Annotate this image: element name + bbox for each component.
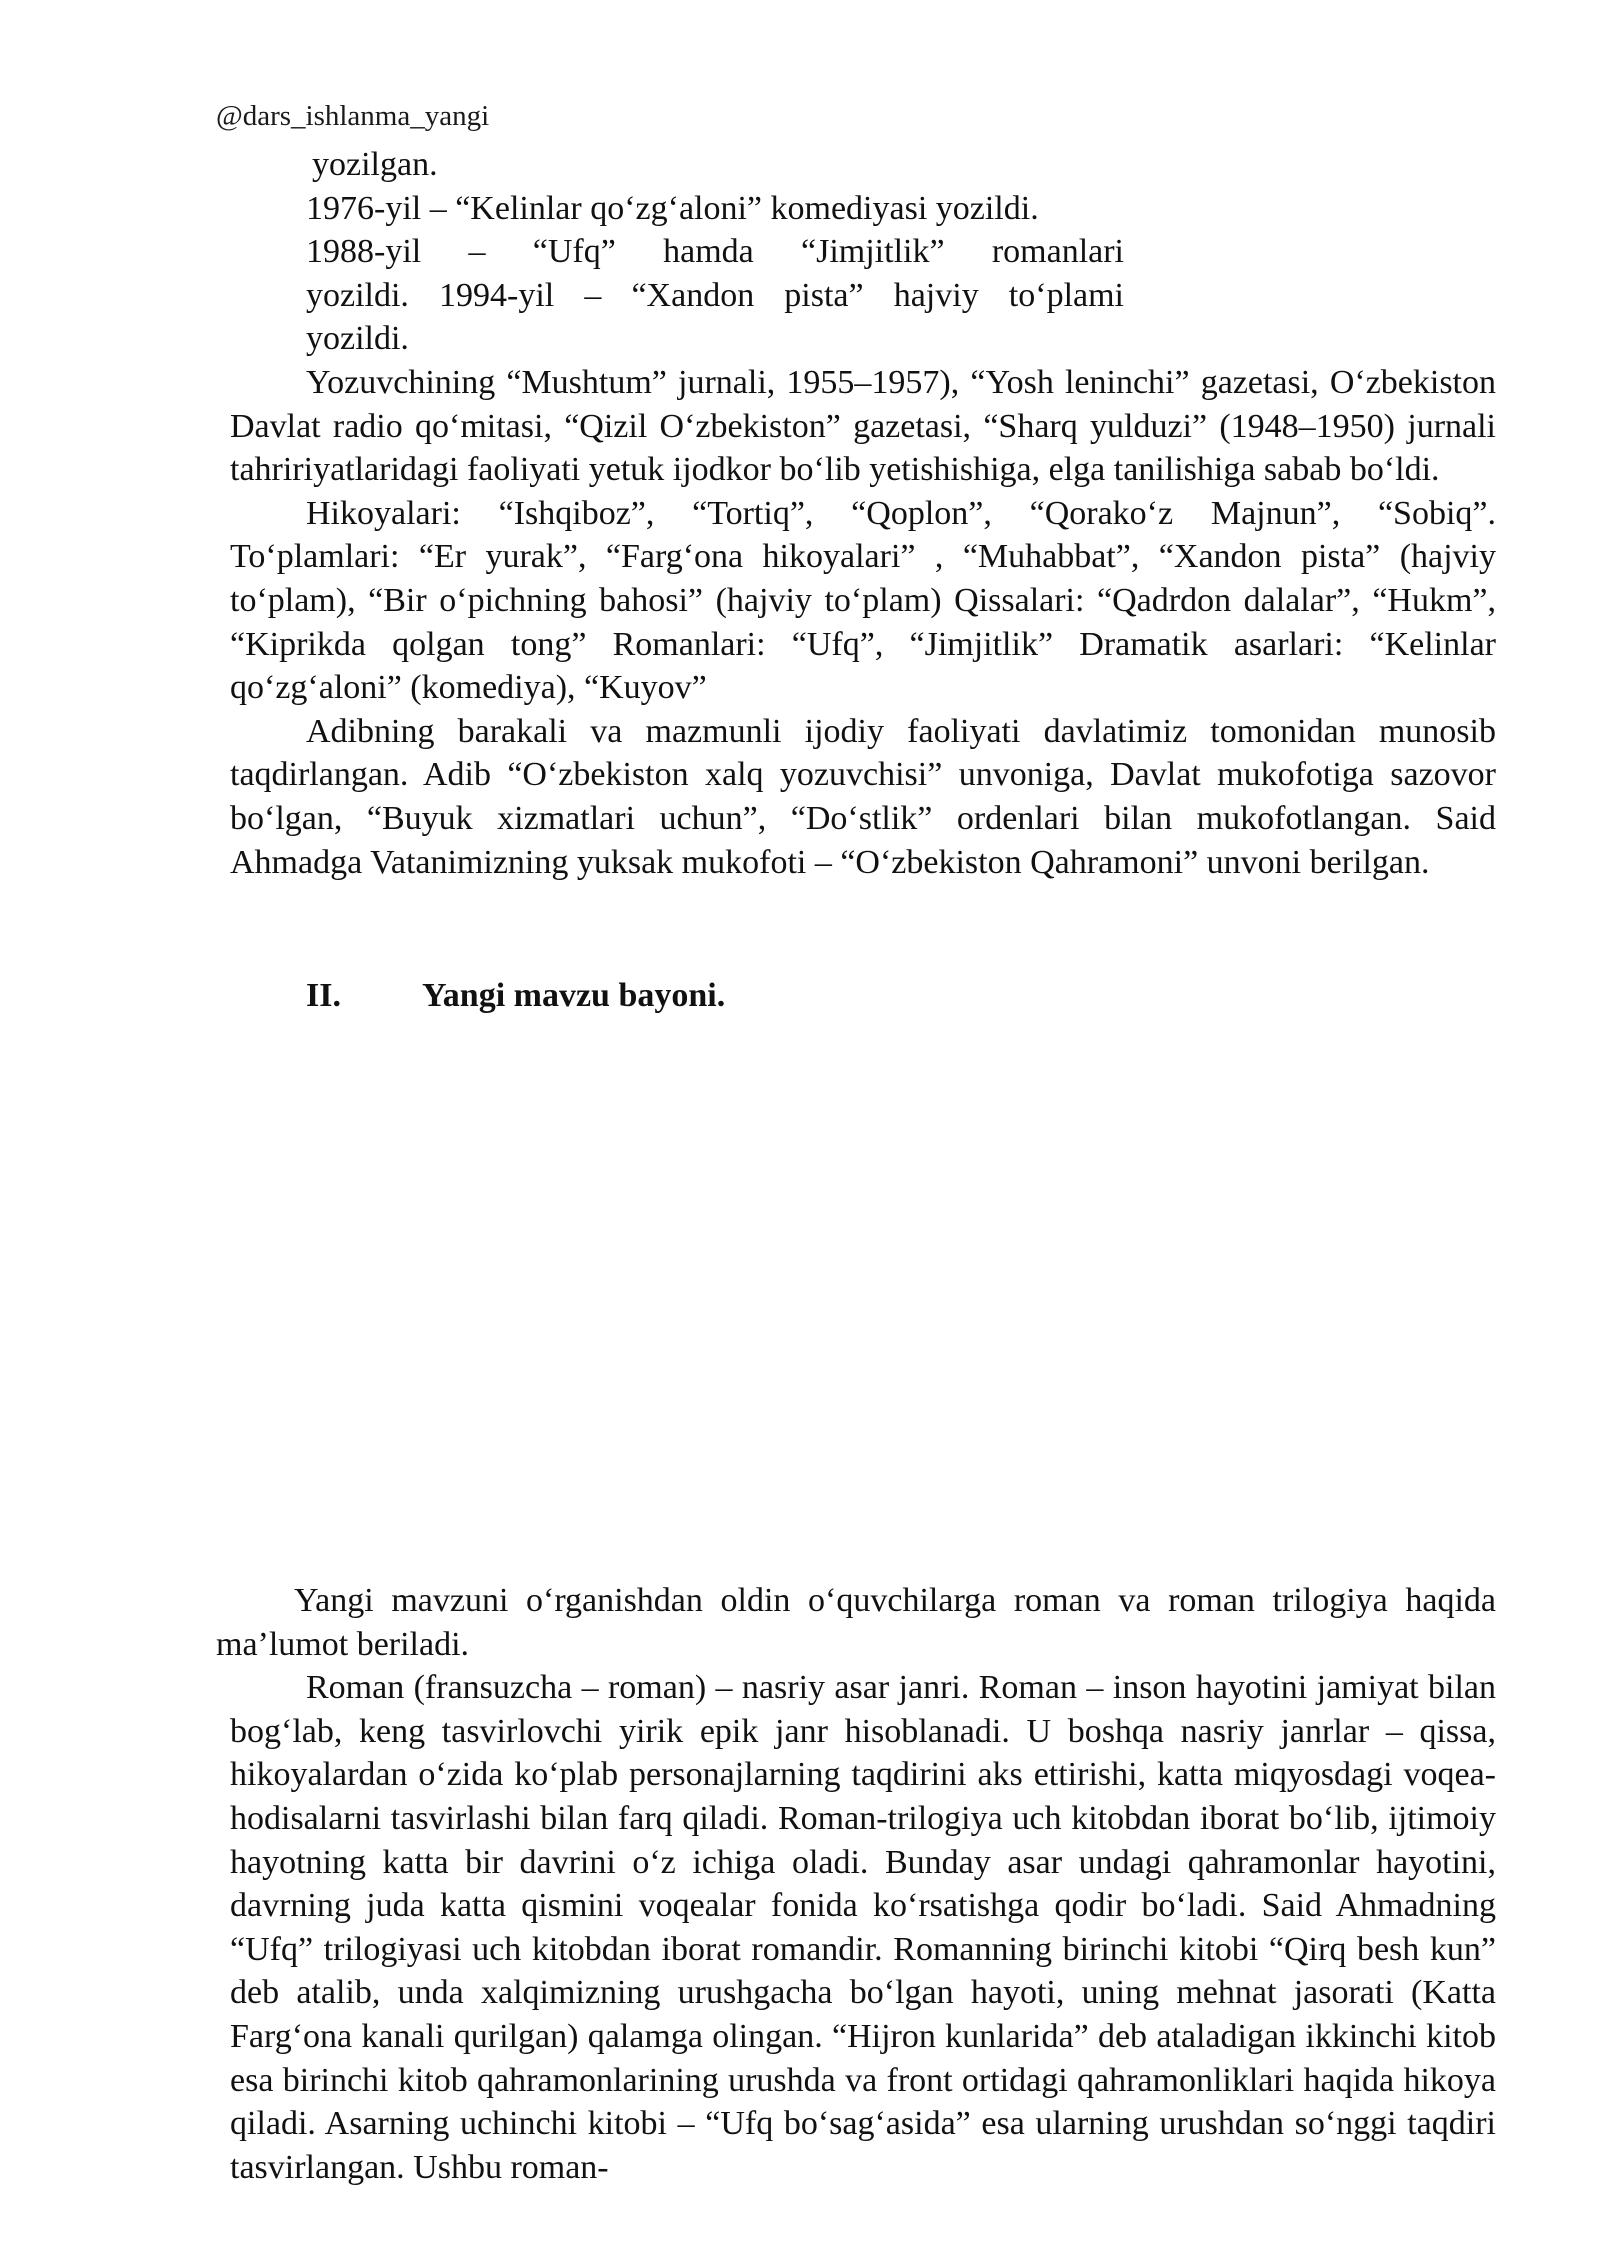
timeline-block bbox=[306, 143, 1128, 361]
watermark: @dars_ishlanma_yangi bbox=[216, 100, 490, 132]
timeline-line: yozilgan. bbox=[312, 146, 438, 183]
timeline-line: yozildi. 1994-yil – “Xandon pista” hajviy to‘plami bbox=[306, 276, 1124, 314]
timeline-line: yozildi. bbox=[306, 320, 409, 358]
timeline-line: 1976-yil – “Kelinlar qo‘zg‘aloni” komediyasi yozildi. bbox=[306, 189, 1039, 227]
paragraph: Yangi mavzuni o‘rganishdan oldin o‘quvchilarga roman va roman trilogiya haqida ma’lumot beriladi. bbox=[216, 1582, 1496, 1663]
paragraph: Hikoyalari: “Ishqiboz”, “Tortiq”, “Qoplon”, “Qorako‘z Majnun”, “Sobiq”. To‘plamlari: “Er yurak”, “Farg‘ona hikoyalari” , “Muhabbat”, “Xandon pista” (hajviy to‘plam), “Bir o‘pichning bahosi” (hajviy to‘plam) Qissalari: “Qadrdon dalalar”, “Hukm”, “Kiprikda qolgan tong” Romanlari: “Ufq”, “Jimjitlik” Dramatik asarlari: “Kelinlar qo‘zg‘aloni” (komediya), “Kuyov” bbox=[230, 494, 1496, 707]
paragraph: Adibning barakali va mazmunli ijodiy faoliyati davlatimiz tomonidan munosib taqdirlangan. Adib “O‘zbekiston xalq yozuvchisi” unvoniga, Davlat mukofotiga sazovor bo‘lgan, “Buyuk xizmatlari uchun”, “Do‘stlik” ordenlari bilan mukofotlangan. Said Ahmadga Vatanimizning yuksak mukofoti – “O‘zbekiston Qahramoni” unvoni berilgan. bbox=[230, 712, 1496, 881]
section-number: II. bbox=[306, 977, 341, 1014]
paragraph: Yozuvchining “Mushtum” jurnali, 1955–1957), “Yosh leninchi” gazetasi, O‘zbekiston Davlat radio qo‘mitasi, “Qizil O‘zbekiston” gazetasi, “Sharq yulduzi” (1948–1950) jurnali tahririyatlaridagi faoliyati yetuk ijodkor bo‘lib yetishishiga, elga tanilishiga sabab bo‘ldi. bbox=[230, 364, 1496, 489]
paragraph: Roman (fransuzcha – roman) – nasriy asar janri. Roman – inson hayotini jamiyat bilan bog‘lab, keng tasvirlovchi yirik epik janr hisoblanadi. U boshqa nasriy janrlar – qissa, hikoyalardan o‘zida ko‘plab personajlarning taqdirini aks ettirishi, katta miqyosdagi voqea-hodisalarni tasvirlashi bilan farq qiladi. Roman-trilogiya uch kitobdan iborat bo‘lib, ijtimoiy hayotning katta bir davrini o‘z ichiga oladi. Bunday asar undagi qahramonlar hayotini, davrning juda katta qismini voqealar fonida ko‘rsatishga qodir bo‘ladi. Said Ahmadning “Ufq” trilogiyasi uch kitobdan iborat romandir. Romanning birinchi kitobi “Qirq besh kun” deb atalib, unda xalqimizning urushgacha bo‘lgan hayoti, uning mehnat jasorati (Katta Farg‘ona kanali qurilgan) qalamga olingan. “Hijron kunlarida” deb ataladigan ikkinchi kitob esa birinchi kitob qahramonlarining urushda va front ortidagi qahramonliklari haqida hikoya qiladi. Asarning uchinchi kitobi – “Ufq bo‘sag‘asida” esa ularning urushdan so‘nggi taqdiri tasvirlangan. Ushbu roman- bbox=[230, 1669, 1496, 2186]
timeline-line: 1988-yil – “Ufq” hamda “Jimjitlik” romanlari bbox=[306, 233, 1124, 271]
section-title: Yangi mavzu bayoni. bbox=[422, 977, 726, 1014]
body-text bbox=[230, 361, 1496, 884]
section-heading bbox=[306, 974, 725, 1018]
lower-body-text bbox=[216, 1579, 1496, 2189]
